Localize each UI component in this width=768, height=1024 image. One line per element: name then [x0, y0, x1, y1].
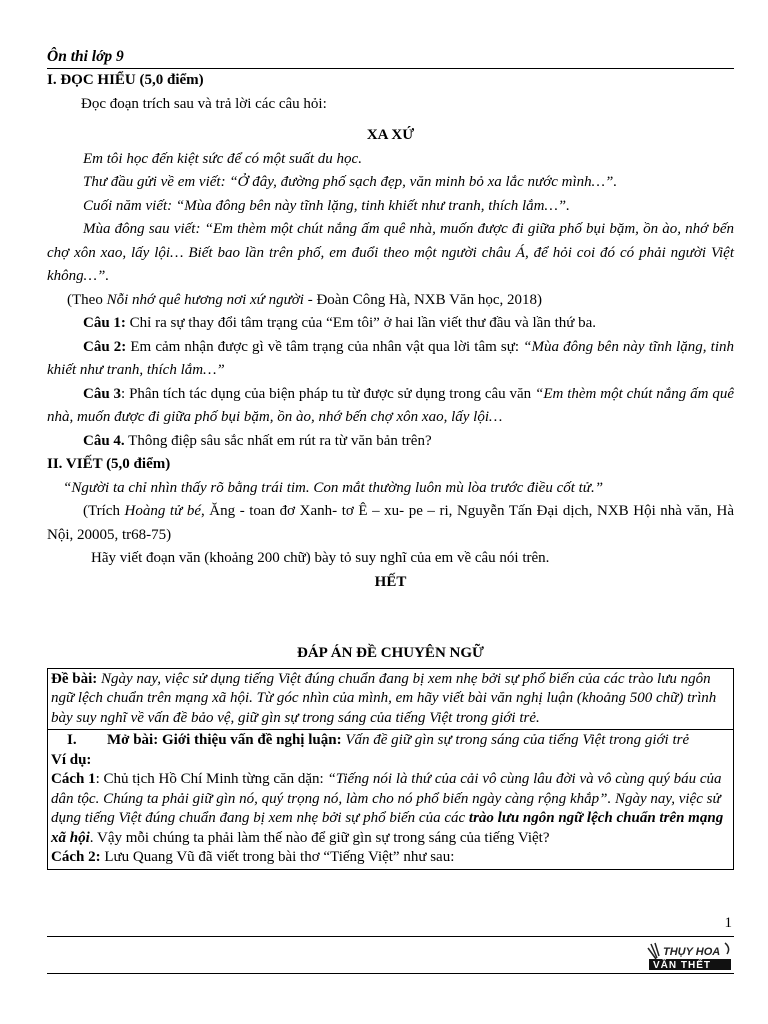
- footer-divider-top: [47, 936, 734, 937]
- end-marker: HẾT: [374, 573, 407, 590]
- mobai-row: [51, 731, 730, 751]
- question-4: Câu 4. Thông điệp sâu sắc nhất em rút ra từ văn bản trên?: [83, 432, 432, 449]
- question-2: Câu 2: Em cảm nhận được gì về tâm trạng của nhân vật qua lời tâm sự: “Mùa đông bên này tĩnh lặng, tinh khiết như tranh, thích lắm…”: [47, 338, 734, 378]
- debai-cell: Đề bài: Ngày nay, việc sử dụng tiếng Việt đúng chuẩn đang bị xem nhẹ bởi sự phổ biến của các trào lưu ngôn ngữ lệch chuẩn trên mạng xã hội. Từ góc nhìn của mình, em hãy viết bài văn nghị luận (khoảng 500 chữ) trình bày suy nghĩ về vấn đề bảo vệ, giữ gìn sự trong sáng của tiếng Việt trong giới trẻ.: [51, 670, 717, 726]
- page-number: 1: [724, 915, 732, 931]
- cach-1: Cách 1: Chủ tịch Hồ Chí Minh từng căn dặn: “Tiếng nói là thứ của cải vô cùng lâu đời và vô cùng quý báu của dân tộc. Chúng ta phải giữ gìn nó, quý trọng nó, làm cho nó phổ biến ngày càng rộng khắp”. Ngày nay, việc sử dụng tiếng Việt đúng chuẩn đang bị xem nhẹ bởi sự phổ biến của các trào lưu ngôn ngữ lệch chuẩn trên mạng xã hội. Vậy mỗi chúng ta phải làm thế nào để giữ gìn sự trong sáng của tiếng Việt?: [51, 771, 724, 846]
- example-label: Ví dụ:: [51, 751, 92, 768]
- svg-text:THỤY HOA: THỤY HOA: [663, 946, 721, 958]
- part2-heading: II. VIẾT (5,0 điểm): [47, 456, 171, 472]
- passage-line-1: Em tôi học đến kiệt sức để có một suất du học.: [83, 150, 362, 167]
- passage-title: XA XỨ: [366, 127, 415, 143]
- answer-heading: ĐÁP ÁN ĐỀ CHUYÊN NGỮ: [297, 645, 484, 661]
- passage-line-4: Mùa đông sau viết: “Em thèm một chút nắng ấm quê nhà, muốn được đi giữa phố bụi bặm, ồn ào, nhớ bến chợ xôn xao, lấy lội… Biết bao lần trên phố, em đuổi theo một người châu Á, để hỏi coi đó có phải người Việt không…”.: [47, 221, 734, 284]
- footer-divider-bottom: [47, 973, 734, 974]
- mobai-cell: [48, 729, 733, 869]
- passage-source: (Theo Nỗi nhớ quê hương nơi xứ người - Đoàn Công Hà, NXB Văn học, 2018): [67, 291, 542, 308]
- part1-heading: I. ĐỌC HIỂU (5,0 điểm): [47, 72, 204, 88]
- part2-quote: “Người ta chỉ nhìn thấy rõ bằng trái tim. Con mắt thường luôn mù lòa trước điều cốt tử.”: [63, 479, 604, 496]
- part2-source: (Trích Hoàng tử bé, Ăng - toan đơ Xanh- tơ Ê – xu- pe – ri, Nguyễn Tấn Đại dịch, NXB Hội nhà văn, Hà Nội, 20005, tr68-75): [47, 503, 734, 543]
- part1-intro: Đọc đoạn trích sau và trả lời các câu hỏi:: [81, 95, 327, 112]
- passage-line-2: Thư đầu gửi về em viết: “Ở đây, đường phố sạch đẹp, văn minh bỏ xa lắc nước mình…”.: [83, 174, 618, 190]
- answer-table: [47, 668, 734, 870]
- question-1: Câu 1: Chỉ ra sự thay đổi tâm trạng của “Em tôi” ở hai lần viết thư đầu và lần thứ ba.: [83, 315, 597, 331]
- mobai-number: I.: [67, 732, 77, 748]
- header-title: Ôn thi lớp 9: [47, 46, 734, 69]
- document-page: [47, 46, 734, 870]
- passage-line-3: Cuối năm viết: “Mùa đông bên này tĩnh lặng, tinh khiết như tranh, thích lắm…”.: [83, 197, 570, 214]
- mobai-text: Mở bài: Giới thiệu vấn đề nghị luận: Vấn đề giữ gìn sự trong sáng của tiếng Việt trong giới trẻ: [107, 732, 690, 748]
- thuy-hoa-logo: [645, 940, 733, 972]
- svg-text:VĂN THẾT: VĂN THẾT: [653, 960, 711, 971]
- question-3: Câu 3: Phân tích tác dụng của biện pháp tu từ được sử dụng trong câu văn “Em thèm một chút nắng ấm quê nhà, muốn được đi giữa phố bụi bặm, ồn ào, nhớ bến chợ xôn xao, lấy lội…: [47, 385, 734, 425]
- cach-2: Cách 2: Lưu Quang Vũ đã viết trong bài thơ “Tiếng Việt” như sau:: [51, 849, 455, 865]
- part2-task: Hãy viết đoạn văn (khoảng 200 chữ) bày tỏ suy nghĩ của em về câu nói trên.: [91, 550, 550, 566]
